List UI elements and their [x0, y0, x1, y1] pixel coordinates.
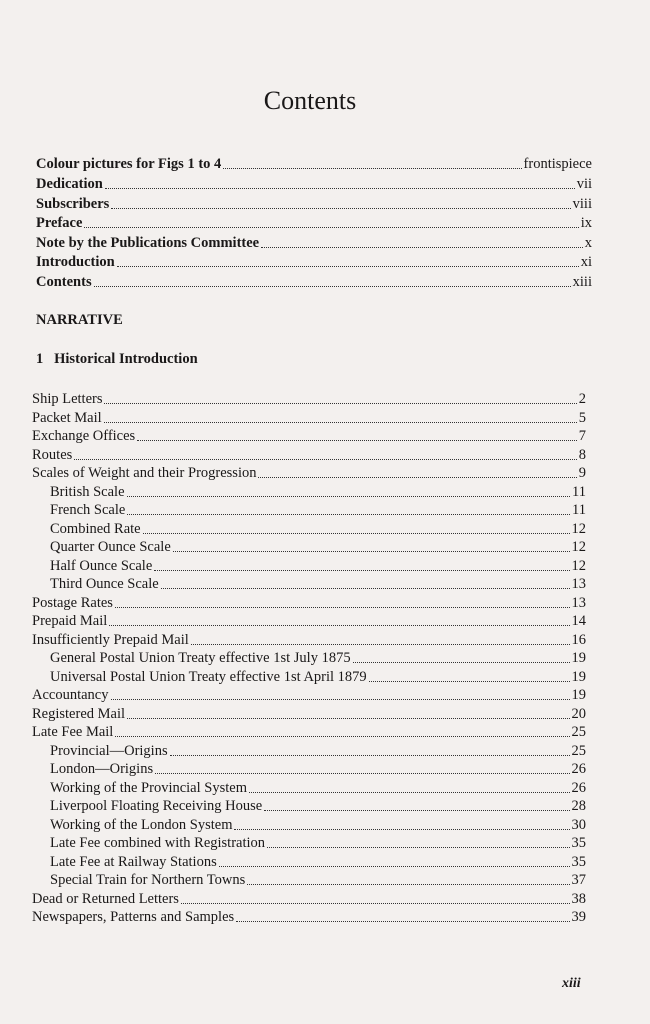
- dot-leader: [223, 167, 521, 169]
- dot-leader: [264, 809, 569, 811]
- chapter-heading: 1 Historical Introduction: [36, 351, 198, 367]
- dot-leader: [94, 285, 571, 287]
- toc-entry-page-number: xi: [580, 254, 592, 270]
- toc-entry-label: London—Origins: [50, 761, 154, 777]
- dot-leader: [127, 513, 570, 515]
- toc-entry[interactable]: [50, 668, 586, 686]
- toc-entry-page-number: 19: [571, 650, 586, 666]
- toc-entry-page-number: 13: [571, 576, 586, 592]
- dot-leader: [104, 421, 577, 423]
- toc-entry-page-number: 12: [571, 520, 586, 537]
- toc-entry[interactable]: [50, 557, 586, 575]
- toc-entry-label: Combined Rate: [50, 520, 141, 537]
- toc-entry[interactable]: [36, 273, 592, 291]
- toc-entry-label: French Scale: [50, 502, 126, 518]
- toc-entry-page-number: 19: [571, 668, 586, 685]
- toc-entry-page-number: 25: [571, 742, 586, 759]
- toc-entry-label: Liverpool Floating Receiving House: [50, 798, 263, 814]
- toc-entry-page-number: xiii: [572, 274, 592, 290]
- dot-leader: [261, 246, 583, 248]
- dot-leader: [267, 846, 569, 848]
- toc-entry-page-number: 19: [571, 687, 586, 703]
- toc-entry[interactable]: [32, 594, 586, 612]
- toc-entry-page-number: 26: [571, 761, 586, 777]
- dot-leader: [105, 187, 575, 189]
- toc-entry-page-number: 8: [578, 446, 586, 463]
- toc-entry-label: Preface: [36, 215, 83, 231]
- toc-entry[interactable]: [50, 520, 586, 538]
- page-title: Contents: [263, 86, 357, 115]
- toc-entry-label: Contents: [36, 274, 92, 290]
- toc-entry[interactable]: [50, 501, 586, 519]
- toc-entry-label: Prepaid Mail: [32, 613, 108, 629]
- toc-entry[interactable]: [36, 253, 592, 271]
- toc-entry[interactable]: [50, 483, 586, 501]
- dot-leader: [369, 680, 570, 682]
- toc-entry-page-number: 20: [571, 705, 586, 722]
- toc-entry-page-number: ix: [580, 215, 592, 231]
- toc-entry-page-number: x: [584, 235, 592, 251]
- toc-entry[interactable]: [36, 175, 592, 193]
- toc-entry[interactable]: [50, 575, 586, 593]
- toc-entry-label: Working of the Provincial System: [50, 779, 247, 796]
- dot-leader: [109, 624, 569, 626]
- toc-entry-page-number: 35: [571, 853, 586, 870]
- dot-leader: [74, 458, 576, 460]
- toc-entry-label: Colour pictures for Figs 1 to 4: [36, 156, 222, 172]
- toc-entry[interactable]: [50, 797, 586, 815]
- toc-entry[interactable]: [32, 686, 586, 704]
- toc-entry[interactable]: [50, 538, 586, 556]
- toc-entry[interactable]: [50, 760, 586, 778]
- toc-entry-label: Dead or Returned Letters: [32, 890, 179, 907]
- dot-leader: [117, 265, 579, 267]
- dot-leader: [104, 402, 576, 404]
- dot-leader: [137, 439, 577, 441]
- section-heading: NARRATIVE: [36, 312, 123, 328]
- toc-entry[interactable]: [32, 390, 586, 408]
- toc-entry-label: Late Fee combined with Registration: [50, 835, 266, 851]
- toc-entry-label: Universal Postal Union Treaty effective 1st April 1879: [50, 668, 367, 685]
- toc-entry-page-number: 37: [571, 872, 586, 888]
- toc-entry-label: General Postal Union Treaty effective 1st July 1875: [50, 650, 351, 666]
- toc-entry[interactable]: [32, 446, 586, 464]
- toc-entry-page-number: 38: [571, 890, 586, 907]
- toc-entry-page-number: 11: [572, 483, 586, 500]
- toc-entry-label: Exchange Offices: [32, 428, 136, 444]
- toc-entry-label: Insufficiently Prepaid Mail: [32, 631, 189, 648]
- dot-leader: [111, 698, 570, 700]
- toc-entry-page-number: 5: [578, 409, 586, 426]
- dot-leader: [234, 828, 569, 830]
- toc-entry-page-number: 2: [578, 391, 586, 407]
- toc-entry[interactable]: [36, 214, 592, 232]
- toc-entry[interactable]: [32, 464, 586, 482]
- toc-entry-label: Scales of Weight and their Progression: [32, 465, 257, 481]
- dot-leader: [249, 791, 570, 793]
- toc-entry-label: Note by the Publications Committee: [36, 235, 260, 251]
- toc-entry-label: Accountancy: [32, 687, 109, 703]
- dot-leader: [219, 865, 570, 867]
- toc-entry-label: Routes: [32, 446, 73, 463]
- dot-leader: [143, 532, 570, 534]
- toc-entry[interactable]: [36, 195, 592, 213]
- toc-entry-label: Working of the London System: [50, 816, 233, 833]
- toc-entry-page-number: vii: [576, 176, 592, 192]
- dot-leader: [155, 772, 569, 774]
- toc-entry-label: British Scale: [50, 483, 125, 500]
- toc-entry-label: Provincial—Origins: [50, 742, 168, 759]
- toc-entry-page-number: 7: [578, 428, 586, 444]
- toc-entry-page-number: 12: [571, 557, 586, 574]
- toc-entry-page-number: viii: [572, 196, 592, 212]
- toc-entry-page-number: 28: [571, 798, 586, 814]
- toc-entry[interactable]: [50, 853, 586, 871]
- toc-entry-page-number: 12: [571, 539, 586, 555]
- dot-leader: [154, 569, 569, 571]
- dot-leader: [115, 606, 570, 608]
- dot-leader: [353, 661, 570, 663]
- toc-entry[interactable]: [32, 427, 586, 445]
- toc-entry[interactable]: [50, 834, 586, 852]
- toc-entry-page-number: 35: [571, 835, 586, 851]
- toc-entry-label: Ship Letters: [32, 391, 103, 407]
- dot-leader: [170, 754, 570, 756]
- toc-entry[interactable]: [36, 155, 592, 173]
- toc-entry-page-number: 39: [571, 909, 586, 925]
- toc-entry-label: Third Ounce Scale: [50, 576, 159, 592]
- toc-entry[interactable]: [32, 631, 586, 649]
- toc-entry[interactable]: [36, 234, 592, 252]
- toc-entry-page-number: 26: [571, 779, 586, 796]
- toc-entry[interactable]: [50, 816, 586, 834]
- toc-entry[interactable]: [32, 890, 586, 908]
- toc-entry-page-number: 25: [571, 724, 586, 740]
- toc-entry-label: Registered Mail: [32, 705, 126, 722]
- toc-entry[interactable]: [50, 742, 586, 760]
- toc-entry[interactable]: [32, 612, 586, 630]
- dot-leader: [161, 587, 570, 589]
- dot-leader: [127, 495, 571, 497]
- dot-leader: [84, 226, 578, 228]
- dot-leader: [191, 643, 570, 645]
- dot-leader: [173, 550, 570, 552]
- toc-entry-label: Postage Rates: [32, 594, 113, 611]
- dot-leader: [258, 476, 576, 478]
- toc-entry-label: Special Train for Northern Towns: [50, 872, 246, 888]
- dot-leader: [111, 207, 570, 209]
- toc-entry[interactable]: [50, 779, 586, 797]
- toc-entry[interactable]: [50, 649, 586, 667]
- toc-entry-page-number: frontispiece: [523, 156, 592, 172]
- toc-entry-page-number: 9: [578, 465, 586, 481]
- toc-entry-label: Introduction: [36, 254, 115, 270]
- toc-entry-label: Quarter Ounce Scale: [50, 539, 171, 555]
- toc-entry-page-number: 14: [571, 613, 586, 629]
- contents-page: [30, 0, 590, 1024]
- toc-entry[interactable]: [32, 409, 586, 427]
- toc-entry-label: Late Fee at Railway Stations: [50, 853, 217, 870]
- toc-entry[interactable]: [50, 871, 586, 889]
- toc-entry-label: Late Fee Mail: [32, 724, 114, 740]
- dot-leader: [236, 920, 569, 922]
- toc-entry-label: Newspapers, Patterns and Samples: [32, 909, 235, 925]
- toc-entry[interactable]: [32, 723, 586, 741]
- dot-leader: [127, 717, 569, 719]
- dot-leader: [247, 883, 569, 885]
- toc-entry-label: Half Ounce Scale: [50, 557, 153, 574]
- dot-leader: [181, 902, 570, 904]
- toc-entry-label: Dedication: [36, 176, 103, 192]
- toc-entry-page-number: 30: [571, 816, 586, 833]
- dot-leader: [115, 735, 569, 737]
- page-folio: xiii: [562, 976, 581, 991]
- toc-entry[interactable]: [32, 705, 586, 723]
- toc-entry-label: Subscribers: [36, 196, 110, 212]
- toc-entry-page-number: 11: [572, 502, 586, 518]
- toc-entry-page-number: 16: [571, 631, 586, 648]
- toc-entry-page-number: 13: [571, 594, 586, 611]
- toc-entry[interactable]: [32, 908, 586, 926]
- toc-entry-label: Packet Mail: [32, 409, 102, 426]
